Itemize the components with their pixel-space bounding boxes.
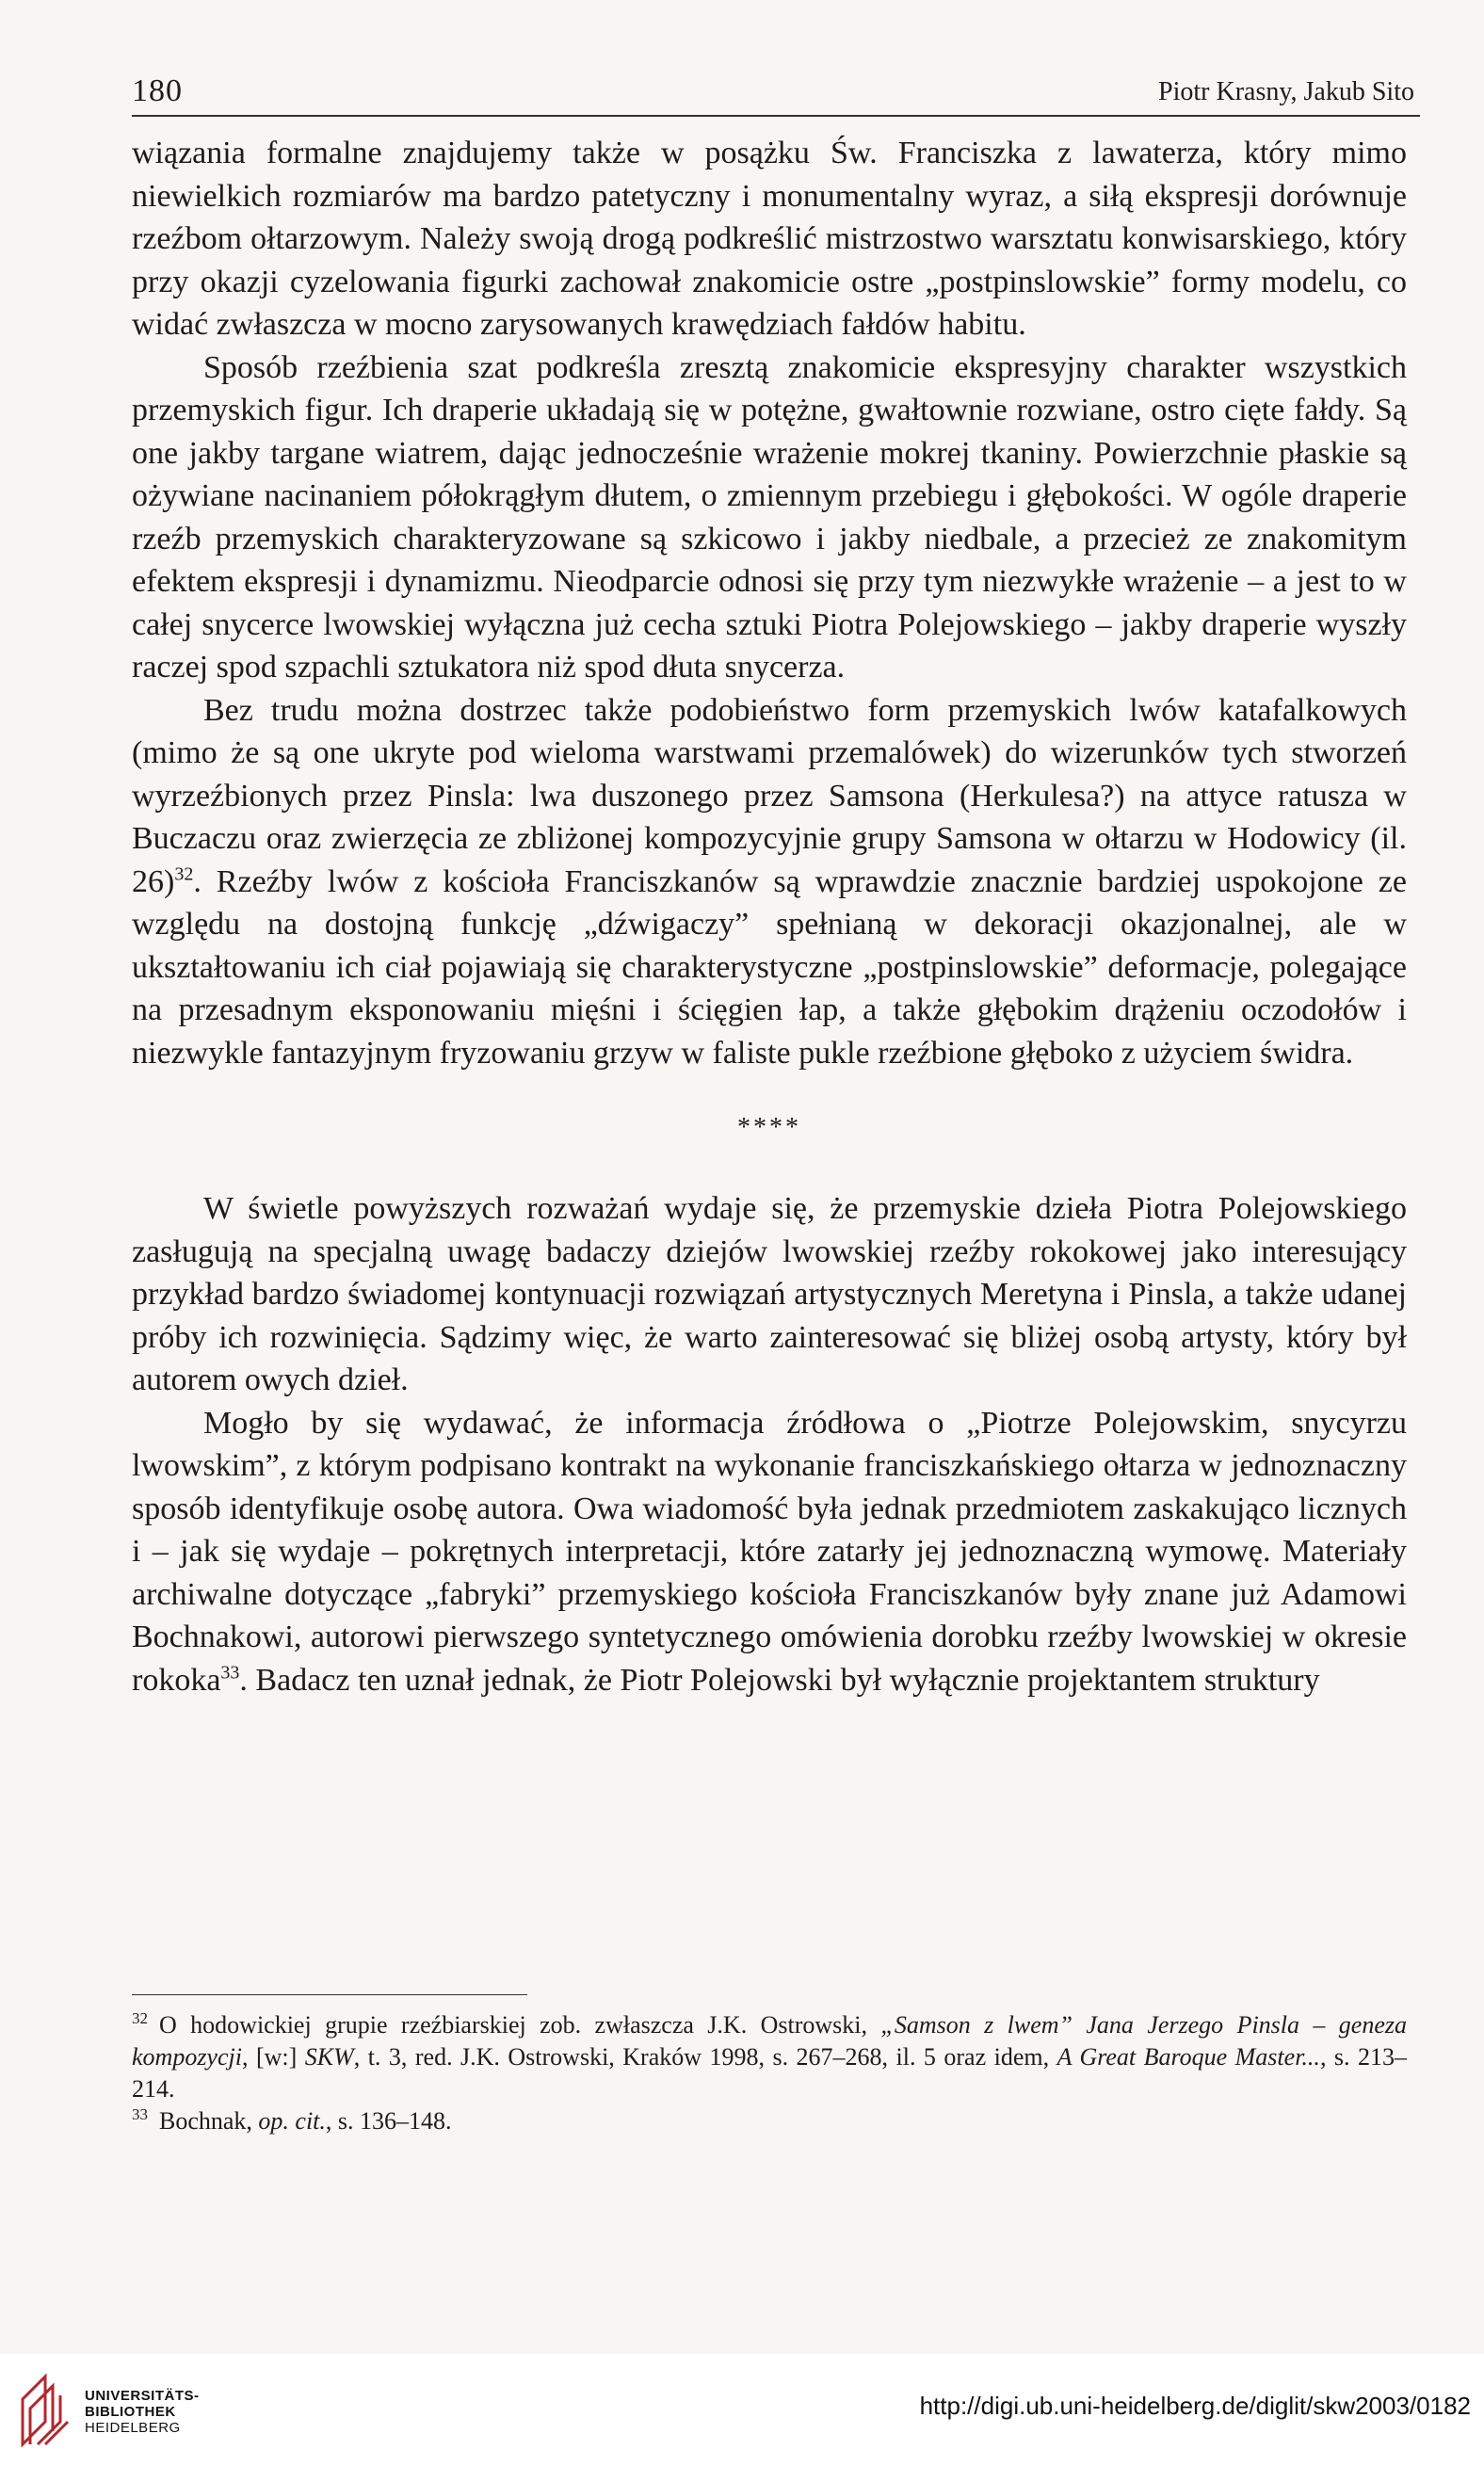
footnote-title-italic: op. cit. (258, 2107, 326, 2135)
footnote-ref-32[interactable]: 32 (174, 863, 194, 885)
footnote-text: , s. 213–214. (132, 2043, 1407, 2103)
paragraph-5 (132, 1402, 1407, 1702)
paragraph-1: wiązania formalne znajdujemy także w posążku Św. Franciszka z lawaterza, który mimo niewielkich rozmiarów ma bardzo patetyczny i monumentalny wyraz, a siłą ekspresji dorównuje rzeźbom ołtarzowym. Należy swoją drogą podkreślić mistrzostwo warsztatu konwisarskiego, który przy okazji cyzelowania figurki zachował znakomicie ostre „postpinslowskie” formy modelu, co widać zwłaszcza w mocno zarysowanych krawędziach fałdów habitu. (132, 136, 1407, 342)
footnote-title-italic: SKW (304, 2043, 354, 2071)
library-logo-text (85, 2388, 200, 2436)
paragraph-5-text-b: . Badacz ten uznał jednak, że Piotr Polejowski był wyłącznie projektantem struktury (239, 1662, 1320, 1698)
section-separator: **** (737, 1113, 801, 1142)
paragraph-3-text-b: . Rzeźby lwów z kościoła Franciszkanów są wprawdzie znacznie bardziej uspokojone ze względu na dostojną funkcję „dźwigaczy” spełnianą w dekoracji okazjonalnej, ale w ukształtowaniu ich ciał pojawiają się charakterystyczne „postpinslowskie” deformacje, polegające na przesadnym eksponowaniu mięśni i ścięgien łap, a także głębokim drążeniu oczodołów i niezwykle fantazyjnym fryzowaniu grzyw w faliste pukle rzeźbione głęboko z użyciem świdra. (132, 863, 1407, 1071)
footnote-32 (132, 2009, 1407, 2105)
footnote-number: 32 (132, 2009, 148, 2028)
library-logo-icon[interactable] (17, 2371, 72, 2448)
logo-line-2: BIBLIOTHEK (85, 2404, 176, 2420)
paragraph-2: Sposób rzeźbienia szat podkreśla zresztą znakomicie ekspresyjny charakter wszystkich przemyskich figur. Ich draperie układają się w potężne, gwałtownie rozwiane, ostro cięte fałdy. Są one jakby targane wiatrem, dając jednocześnie wrażenie mokrej tkaniny. Powierzchnie płaskie są ożywiane nacinaniem półokrągłym dłutem, o zmiennym przebiegu i głębokości. W ogóle draperie rzeźb przemyskich charakteryzowane są szkicowo i jakby niedbale, a przecież ze znakomitym efektem ekspresji i dynamizmu. Nieodparcie odnosi się przy tym niezwykłe wrażenie – a jest to w całej snycerce lwowskiej wyłączna już cecha sztuki Piotra Polejowskiego – jakby draperie wyszły raczej spod szpachli sztukatora niż spod dłuta snycerza. (132, 349, 1407, 685)
permalink-url[interactable]: http://digi.ub.uni-heidelberg.de/diglit/skw2003/0182 (919, 2392, 1471, 2420)
paragraph-5-text-a: Mogło by się wydawać, że informacja źródłowa o „Piotrze Polejowskim, snycyrzu lwowskim”, z którym podpisano kontrakt na wykonanie franciszkańskiego ołtarza w jednoznaczny sposób identyfikuje osobę autora. Owa wiadomość była jednak przedmiotem zaskakująco licznych i – jak się wydaje – pokrętnych interpretacji, które zatarły jej jednoznaczną wymowę. Materiały archiwalne dotyczące „fabryki” przemyskiego kościoła Franciszkanów były znane już Adamowi Bochnakowi, autorowi pierwszego syntetycznego omówienia dorobku rzeźby lwowskiej w okresie rokoka (132, 1405, 1407, 1698)
footnotes (132, 2009, 1407, 2137)
page-number: 180 (132, 73, 183, 108)
footnote-text: , t. 3, red. J.K. Ostrowski, Kraków 1998, s. 267–268, il. 5 oraz idem, (353, 2043, 1057, 2071)
page-header (132, 68, 1420, 117)
footnote-ref-33[interactable]: 33 (220, 1662, 240, 1684)
footnote-text: Bochnak, (159, 2107, 259, 2135)
footnote-text: , [w:] (241, 2043, 305, 2071)
paragraph-3-text-a: Bez trudu można dostrzec także podobieństwo form przemyskich lwów katafalkowych (mimo że są one ukryte pod wieloma warstwami przemalówek) do wizerunków tych stworzeń wyrzeźbionych przez Pinsla: lwa duszonego przez Samsona (Herkulesa?) na attyce ratusza w Buczaczu oraz zwierzęcia ze zbliżonej kompozycyjnie grupy Samsona w ołtarzu w Hodowicy (il. 26) (132, 692, 1407, 899)
paragraph-3 (132, 689, 1407, 1075)
logo-line-1: UNIVERSITÄTS- (85, 2388, 200, 2404)
footnote-33 (132, 2105, 1407, 2137)
footnote-text: , s. 136–148. (325, 2107, 452, 2135)
footnote-title-italic: „Samson z lwem” Jana Jerzego Pinsla – geneza kompozycji (132, 2011, 1408, 2071)
footnote-rule (132, 1994, 527, 1995)
running-head: Piotr Krasny, Jakub Sito (1158, 77, 1414, 106)
footnote-text: O hodowickiej grupie rzeźbiarskiej zob. zwłaszcza J.K. Ostrowski, (159, 2011, 881, 2039)
main-text (132, 132, 1407, 1701)
paragraph-4: W świetle powyższych rozważań wydaje się, że przemyskie dzieła Piotra Polejowskiego zasługują na specjalną uwagę badaczy dziejów lwowskiej rzeźby rokokowej jako interesujący przykład bardzo świadomej kontynuacji rozwiązań artystycznych Meretyna i Pinsla, a także udanej próby ich rozwinięcia. Sądzimy więc, że warto zainteresować się bliżej osobą artysty, który był autorem owych dzieł. (132, 1191, 1407, 1397)
footnote-number: 33 (132, 2105, 148, 2124)
viewer-footer (0, 2354, 1484, 2466)
footnote-title-italic: A Great Baroque Master... (1057, 2043, 1320, 2071)
logo-line-3: HEIDELBERG (85, 2420, 181, 2436)
